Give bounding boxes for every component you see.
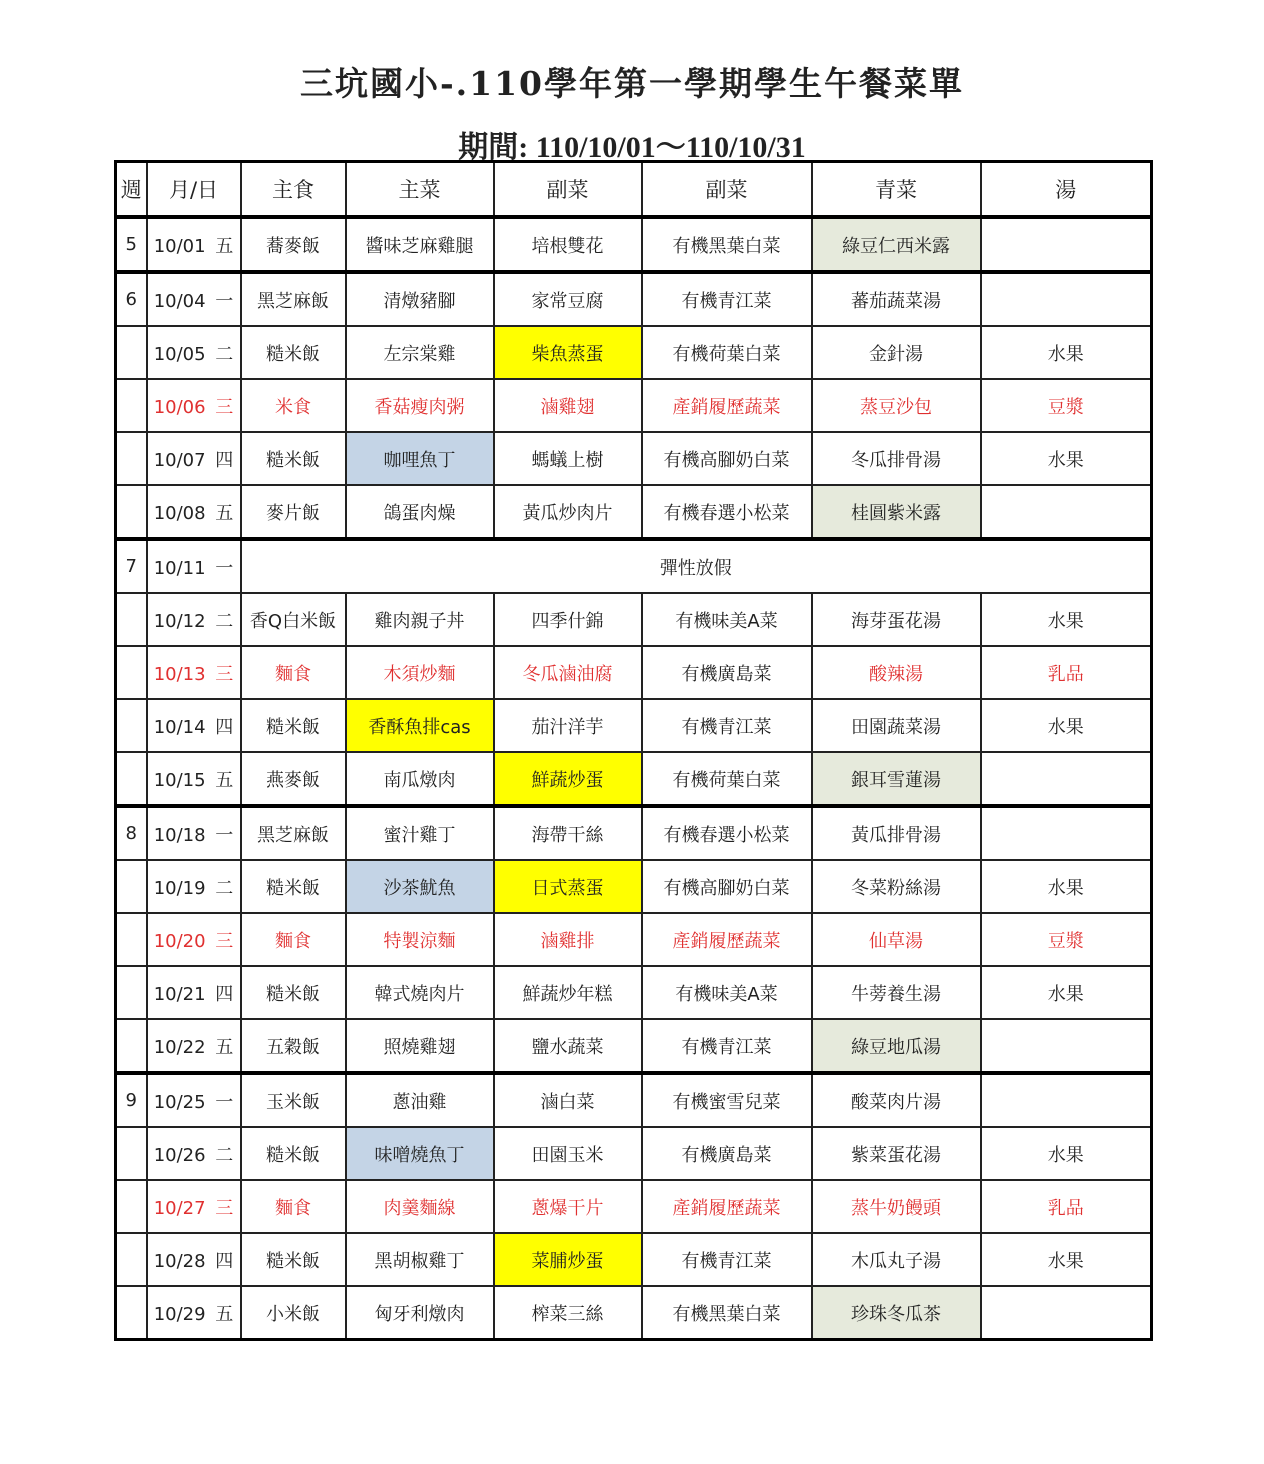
menu-title: 三坑國小-.110學年第一學期學生午餐菜單 — [299, 64, 965, 103]
side-dish-2-cell: 有機春選小松菜 — [642, 806, 812, 860]
vegetable-cell: 蒸牛奶饅頭 — [812, 1180, 981, 1233]
vegetable-cell: 紫菜蛋花湯 — [812, 1127, 981, 1180]
date-cell: 10/29 五 — [147, 1286, 241, 1340]
side-dish-1-cell: 螞蟻上樹 — [494, 432, 642, 485]
main-dish-cell: 清燉豬腳 — [346, 272, 494, 326]
table-row — [116, 646, 1152, 699]
soup-cell: 水果 — [981, 326, 1152, 379]
date-cell: 10/08 五 — [147, 485, 241, 539]
side-dish-1-cell: 家常豆腐 — [494, 272, 642, 326]
table-row — [116, 966, 1152, 1019]
week-cell — [116, 432, 147, 485]
vegetable-cell: 桂圓紫米露 — [812, 485, 981, 539]
lunch-menu-table — [114, 160, 1153, 1341]
date-cell: 10/12 二 — [147, 593, 241, 646]
staple-cell: 糙米飯 — [241, 326, 346, 379]
soup-cell — [981, 485, 1152, 539]
holiday-cell: 彈性放假 — [241, 539, 1152, 593]
side-dish-1-cell: 榨菜三絲 — [494, 1286, 642, 1340]
side-dish-2-cell: 有機黑葉白菜 — [642, 1286, 812, 1340]
side-dish-1-cell: 柴魚蒸蛋 — [494, 326, 642, 379]
header-vegetable: 青菜 — [812, 162, 981, 218]
soup-cell — [981, 806, 1152, 860]
side-dish-2-cell: 有機蜜雪兒菜 — [642, 1073, 812, 1127]
staple-cell: 麵食 — [241, 1180, 346, 1233]
soup-cell — [981, 752, 1152, 806]
table-row — [116, 1286, 1152, 1340]
table-row — [116, 272, 1152, 326]
side-dish-2-cell: 產銷履歷蔬菜 — [642, 379, 812, 432]
vegetable-cell: 牛蒡養生湯 — [812, 966, 981, 1019]
table-row — [116, 1180, 1152, 1233]
side-dish-1-cell: 滷白菜 — [494, 1073, 642, 1127]
vegetable-cell: 仙草湯 — [812, 913, 981, 966]
side-dish-2-cell: 有機春選小松菜 — [642, 485, 812, 539]
side-dish-2-cell: 有機味美A菜 — [642, 593, 812, 646]
date-cell: 10/27 三 — [147, 1180, 241, 1233]
week-cell — [116, 593, 147, 646]
week-cell: 8 — [116, 806, 147, 860]
vegetable-cell: 銀耳雪蓮湯 — [812, 752, 981, 806]
vegetable-cell: 冬菜粉絲湯 — [812, 860, 981, 913]
side-dish-2-cell: 有機荷葉白菜 — [642, 752, 812, 806]
staple-cell: 香Q白米飯 — [241, 593, 346, 646]
staple-cell: 米食 — [241, 379, 346, 432]
week-cell: 5 — [116, 217, 147, 272]
table-row — [116, 860, 1152, 913]
table-row — [116, 593, 1152, 646]
side-dish-2-cell: 有機青江菜 — [642, 1019, 812, 1073]
table-row — [116, 1019, 1152, 1073]
date-cell: 10/18 一 — [147, 806, 241, 860]
week-cell — [116, 326, 147, 379]
vegetable-cell: 黃瓜排骨湯 — [812, 806, 981, 860]
table-row — [116, 1073, 1152, 1127]
staple-cell: 蕎麥飯 — [241, 217, 346, 272]
main-dish-cell: 特製涼麵 — [346, 913, 494, 966]
side-dish-1-cell: 蔥爆干片 — [494, 1180, 642, 1233]
main-dish-cell: 匈牙利燉肉 — [346, 1286, 494, 1340]
side-dish-2-cell: 產銷履歷蔬菜 — [642, 913, 812, 966]
main-dish-cell: 咖哩魚丁 — [346, 432, 494, 485]
table-row — [116, 1233, 1152, 1286]
header-soup: 湯 — [981, 162, 1152, 218]
week-cell — [116, 1180, 147, 1233]
side-dish-1-cell: 滷雞翅 — [494, 379, 642, 432]
date-cell: 10/05 二 — [147, 326, 241, 379]
header-week: 週 — [116, 162, 147, 218]
date-cell: 10/26 二 — [147, 1127, 241, 1180]
side-dish-2-cell: 有機荷葉白菜 — [642, 326, 812, 379]
week-cell: 6 — [116, 272, 147, 326]
header-main-dish: 主菜 — [346, 162, 494, 218]
date-cell: 10/20 三 — [147, 913, 241, 966]
soup-cell — [981, 1073, 1152, 1127]
side-dish-2-cell: 產銷履歷蔬菜 — [642, 1180, 812, 1233]
staple-cell: 黑芝麻飯 — [241, 272, 346, 326]
main-dish-cell: 左宗棠雞 — [346, 326, 494, 379]
soup-cell: 水果 — [981, 966, 1152, 1019]
date-cell: 10/01 五 — [147, 217, 241, 272]
main-dish-cell: 味噌燒魚丁 — [346, 1127, 494, 1180]
main-dish-cell: 南瓜燉肉 — [346, 752, 494, 806]
week-cell — [116, 752, 147, 806]
side-dish-2-cell: 有機青江菜 — [642, 1233, 812, 1286]
staple-cell: 糙米飯 — [241, 860, 346, 913]
vegetable-cell: 冬瓜排骨湯 — [812, 432, 981, 485]
vegetable-cell: 綠豆仁西米露 — [812, 217, 981, 272]
side-dish-2-cell: 有機高腳奶白菜 — [642, 432, 812, 485]
side-dish-2-cell: 有機高腳奶白菜 — [642, 860, 812, 913]
staple-cell: 糙米飯 — [241, 1233, 346, 1286]
table-row — [116, 379, 1152, 432]
week-cell — [116, 1233, 147, 1286]
vegetable-cell: 金針湯 — [812, 326, 981, 379]
main-dish-cell: 木須炒麵 — [346, 646, 494, 699]
week-cell — [116, 1127, 147, 1180]
staple-cell: 糙米飯 — [241, 1127, 346, 1180]
vegetable-cell: 酸辣湯 — [812, 646, 981, 699]
side-dish-1-cell: 鮮蔬炒年糕 — [494, 966, 642, 1019]
staple-cell: 黑芝麻飯 — [241, 806, 346, 860]
date-cell: 10/28 四 — [147, 1233, 241, 1286]
table-row — [116, 326, 1152, 379]
table-row — [116, 539, 1152, 593]
vegetable-cell: 酸菜肉片湯 — [812, 1073, 981, 1127]
date-cell: 10/13 三 — [147, 646, 241, 699]
header-date: 月/日 — [147, 162, 241, 218]
main-dish-cell: 香酥魚排cas — [346, 699, 494, 752]
soup-cell: 水果 — [981, 1233, 1152, 1286]
table-row — [116, 217, 1152, 272]
vegetable-cell: 海芽蛋花湯 — [812, 593, 981, 646]
staple-cell: 玉米飯 — [241, 1073, 346, 1127]
staple-cell: 麵食 — [241, 913, 346, 966]
date-cell: 10/04 一 — [147, 272, 241, 326]
side-dish-1-cell: 田園玉米 — [494, 1127, 642, 1180]
table-row — [116, 485, 1152, 539]
week-cell: 7 — [116, 539, 147, 593]
menu-period: 期間: 110/10/01～110/10/31 — [458, 131, 806, 164]
main-dish-cell: 沙茶魷魚 — [346, 860, 494, 913]
staple-cell: 麵食 — [241, 646, 346, 699]
side-dish-1-cell: 滷雞排 — [494, 913, 642, 966]
week-cell — [116, 485, 147, 539]
main-dish-cell: 肉羹麵線 — [346, 1180, 494, 1233]
vegetable-cell: 蒸豆沙包 — [812, 379, 981, 432]
date-cell: 10/25 一 — [147, 1073, 241, 1127]
date-cell: 10/14 四 — [147, 699, 241, 752]
week-cell — [116, 1286, 147, 1340]
header-staple: 主食 — [241, 162, 346, 218]
week-cell — [116, 379, 147, 432]
table-row — [116, 1127, 1152, 1180]
staple-cell: 糙米飯 — [241, 699, 346, 752]
soup-cell — [981, 272, 1152, 326]
header-side-dish-2: 副菜 — [642, 162, 812, 218]
side-dish-2-cell: 有機青江菜 — [642, 699, 812, 752]
side-dish-1-cell: 培根雙花 — [494, 217, 642, 272]
date-cell: 10/11 一 — [147, 539, 241, 593]
side-dish-1-cell: 冬瓜滷油腐 — [494, 646, 642, 699]
week-cell — [116, 860, 147, 913]
main-dish-cell: 雞肉親子丼 — [346, 593, 494, 646]
soup-cell: 水果 — [981, 699, 1152, 752]
main-dish-cell: 蔥油雞 — [346, 1073, 494, 1127]
main-dish-cell: 蜜汁雞丁 — [346, 806, 494, 860]
staple-cell: 五穀飯 — [241, 1019, 346, 1073]
soup-cell: 水果 — [981, 432, 1152, 485]
side-dish-2-cell: 有機青江菜 — [642, 272, 812, 326]
side-dish-1-cell: 鹽水蔬菜 — [494, 1019, 642, 1073]
vegetable-cell: 田園蔬菜湯 — [812, 699, 981, 752]
staple-cell: 糙米飯 — [241, 432, 346, 485]
date-cell: 10/06 三 — [147, 379, 241, 432]
side-dish-1-cell: 四季什錦 — [494, 593, 642, 646]
date-cell: 10/15 五 — [147, 752, 241, 806]
soup-cell: 水果 — [981, 860, 1152, 913]
soup-cell — [981, 217, 1152, 272]
side-dish-1-cell: 鮮蔬炒蛋 — [494, 752, 642, 806]
vegetable-cell: 珍珠冬瓜茶 — [812, 1286, 981, 1340]
soup-cell — [981, 1286, 1152, 1340]
staple-cell: 燕麥飯 — [241, 752, 346, 806]
main-dish-cell: 醬味芝麻雞腿 — [346, 217, 494, 272]
side-dish-2-cell: 有機黑葉白菜 — [642, 217, 812, 272]
side-dish-2-cell: 有機廣島菜 — [642, 1127, 812, 1180]
date-cell: 10/19 二 — [147, 860, 241, 913]
side-dish-1-cell: 茄汁洋芋 — [494, 699, 642, 752]
side-dish-2-cell: 有機味美A菜 — [642, 966, 812, 1019]
staple-cell: 糙米飯 — [241, 966, 346, 1019]
side-dish-1-cell: 海帶干絲 — [494, 806, 642, 860]
side-dish-1-cell: 黃瓜炒肉片 — [494, 485, 642, 539]
main-dish-cell: 韓式燒肉片 — [346, 966, 494, 1019]
week-cell — [116, 966, 147, 1019]
soup-cell: 乳品 — [981, 1180, 1152, 1233]
table-row — [116, 432, 1152, 485]
staple-cell: 小米飯 — [241, 1286, 346, 1340]
table-row — [116, 806, 1152, 860]
main-dish-cell: 香菇瘦肉粥 — [346, 379, 494, 432]
vegetable-cell: 綠豆地瓜湯 — [812, 1019, 981, 1073]
week-cell — [116, 646, 147, 699]
week-cell: 9 — [116, 1073, 147, 1127]
header-row — [116, 162, 1152, 218]
main-dish-cell: 黑胡椒雞丁 — [346, 1233, 494, 1286]
week-cell — [116, 1019, 147, 1073]
header-side-dish-1: 副菜 — [494, 162, 642, 218]
menu-body — [116, 217, 1152, 1340]
table-row — [116, 913, 1152, 966]
soup-cell: 乳品 — [981, 646, 1152, 699]
soup-cell: 豆漿 — [981, 379, 1152, 432]
vegetable-cell: 木瓜丸子湯 — [812, 1233, 981, 1286]
week-cell — [116, 913, 147, 966]
soup-cell: 水果 — [981, 1127, 1152, 1180]
main-dish-cell: 照燒雞翅 — [346, 1019, 494, 1073]
date-cell: 10/07 四 — [147, 432, 241, 485]
date-cell: 10/22 五 — [147, 1019, 241, 1073]
date-cell: 10/21 四 — [147, 966, 241, 1019]
week-cell — [116, 699, 147, 752]
soup-cell — [981, 1019, 1152, 1073]
table-row — [116, 699, 1152, 752]
main-dish-cell: 鴿蛋肉燥 — [346, 485, 494, 539]
side-dish-2-cell: 有機廣島菜 — [642, 646, 812, 699]
table-row — [116, 752, 1152, 806]
side-dish-1-cell: 菜脯炒蛋 — [494, 1233, 642, 1286]
soup-cell: 水果 — [981, 593, 1152, 646]
vegetable-cell: 蕃茄蔬菜湯 — [812, 272, 981, 326]
soup-cell: 豆漿 — [981, 913, 1152, 966]
staple-cell: 麥片飯 — [241, 485, 346, 539]
side-dish-1-cell: 日式蒸蛋 — [494, 860, 642, 913]
